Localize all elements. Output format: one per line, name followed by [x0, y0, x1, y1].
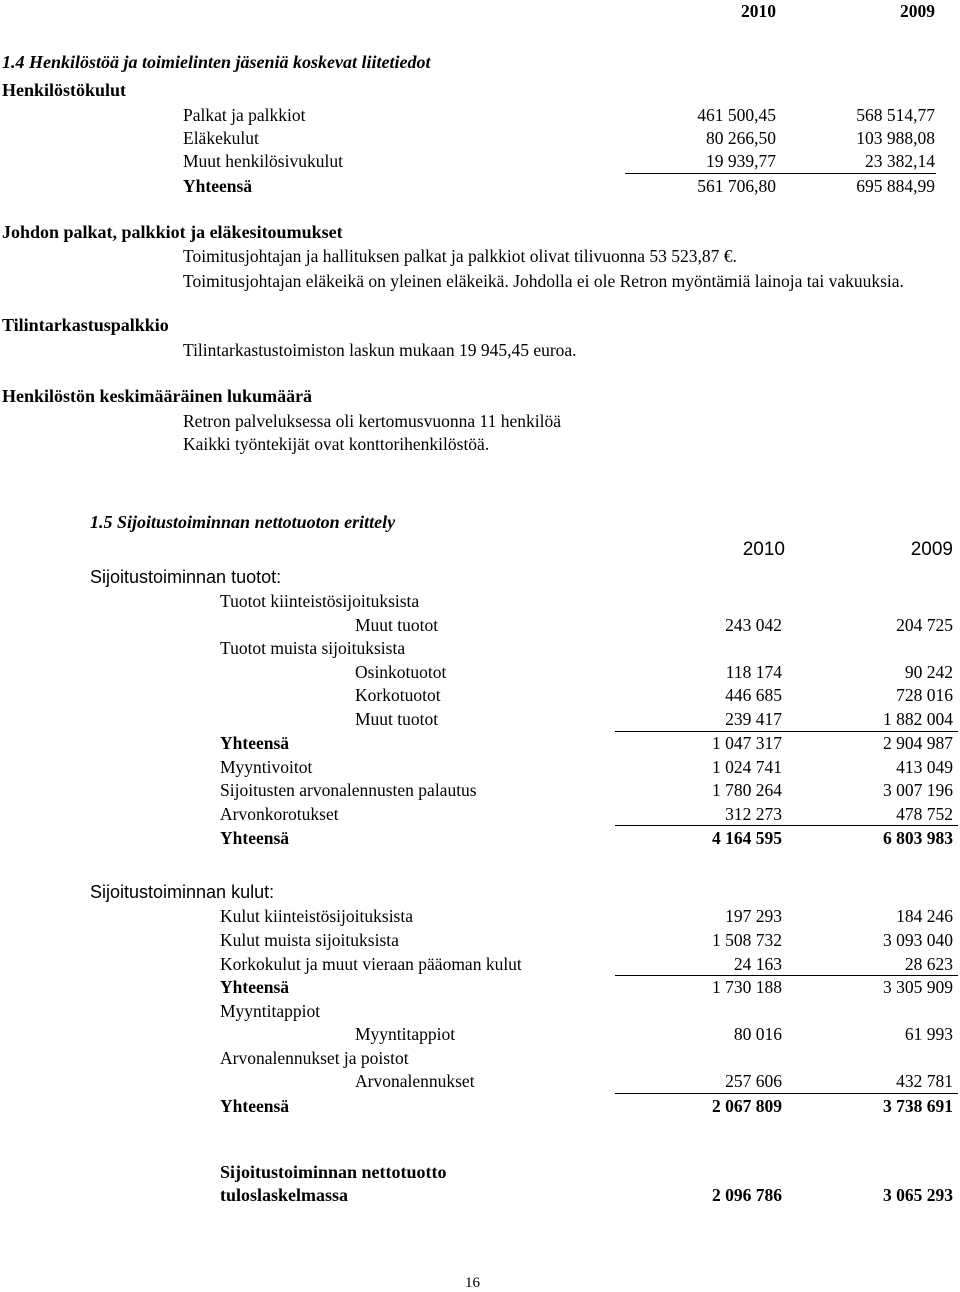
value-2010: 243 042 — [725, 615, 782, 635]
row-label: Muut tuotot — [355, 709, 439, 729]
subtotal-label: Yhteensä — [220, 977, 290, 997]
subtotal-value-2010: 1 047 317 — [712, 733, 782, 753]
value-2010: 1 780 264 — [712, 780, 782, 800]
net-income-label-row — [0, 1161, 960, 1183]
paragraph-text: Toimitusjohtajan ja hallituksen palkat ja palkkiot olivat tilivuonna 53 523,87 €. — [183, 246, 737, 266]
paragraph-text: Retron palveluksessa oli kertomusvuonna 11 henkilöä — [183, 411, 561, 431]
total-label: Yhteensä — [220, 1096, 290, 1116]
group-label: Arvonalennukset ja poistot — [220, 1048, 409, 1068]
row-label: Muut henkilösivukulut — [183, 151, 343, 171]
value-2010: 461 500,45 — [697, 105, 776, 125]
value-2009: 23 382,14 — [865, 151, 935, 171]
note-1-5-title: 1.5 Sijoitustoiminnan nettotuoton erittely — [90, 512, 396, 532]
value-2009: 103 988,08 — [856, 128, 935, 148]
page-footer — [0, 1274, 960, 1292]
note-1-4-title: 1.4 Henkilöstöä ja toimielinten jäseniä koskevat liitetiedot — [2, 52, 431, 72]
subtotal-value-2010: 1 730 188 — [712, 977, 782, 997]
value-2010: 80 266,50 — [706, 128, 776, 148]
row-label: Korkotuotot — [355, 685, 441, 705]
row-label: Kulut muista sijoituksista — [220, 930, 399, 950]
net-income-value-2009: 3 065 293 — [883, 1185, 953, 1205]
value-2009: 3 093 040 — [883, 930, 953, 950]
value-2010: 24 163 — [733, 954, 782, 974]
table-row — [0, 1070, 960, 1092]
row-label: Sijoitusten arvonalennusten palautus — [220, 780, 477, 800]
net-income-label-line2: tuloslaskelmassa — [220, 1185, 349, 1205]
table-row — [0, 1023, 960, 1045]
total-value-2009: 6 803 983 — [883, 828, 953, 848]
total-value-2010: 2 067 809 — [712, 1096, 782, 1116]
subtotal-row — [0, 732, 960, 754]
text-line — [0, 433, 960, 455]
group-label: Tuotot kiinteistösijoituksista — [220, 591, 420, 611]
row-label: Arvonkorotukset — [220, 804, 339, 824]
value-2009: 432 781 — [896, 1071, 953, 1091]
average-headcount-heading: Henkilöstön keskimääräinen lukumäärä — [2, 386, 313, 406]
column-header-2009: 2009 — [900, 1, 935, 21]
value-2010: 1 024 741 — [712, 757, 782, 777]
value-2009: 3 007 196 — [883, 780, 953, 800]
investment-expenses-heading: Sijoitustoiminnan kulut: — [90, 882, 275, 902]
table-row — [0, 803, 960, 825]
value-2010: 19 939,77 — [706, 151, 776, 171]
value-2009: 204 725 — [896, 615, 953, 635]
column-header-row — [0, 539, 960, 561]
value-2009: 61 993 — [904, 1024, 953, 1044]
table-row — [0, 779, 960, 801]
section-heading-row — [0, 385, 960, 407]
value-2009: 568 514,77 — [856, 105, 935, 125]
audit-fee-heading: Tilintarkastuspalkkio — [2, 315, 169, 335]
paragraph-text: Toimitusjohtajan eläkeikä on yleinen eläkeikä. Johdolla ei ole Retron myöntämiä lainoja tai vakuuksia. — [183, 271, 904, 291]
management-remuneration-heading: Johdon palkat, palkkiot ja eläkesitoumukset — [2, 222, 343, 242]
total-value-2009: 695 884,99 — [856, 176, 935, 196]
section-heading-row — [0, 221, 960, 243]
subtotal-value-2009: 2 904 987 — [883, 733, 953, 753]
total-row — [0, 1095, 960, 1117]
value-2009: 1 882 004 — [883, 709, 953, 729]
table-row — [0, 127, 960, 149]
group-label: Tuotot muista sijoituksista — [220, 638, 406, 658]
row-label: Osinkotuotot — [355, 662, 447, 682]
note-1-5-title-row — [0, 511, 960, 533]
table-row — [0, 684, 960, 706]
row-label: Muut tuotot — [355, 615, 439, 635]
group-heading-row — [0, 590, 960, 612]
subtotal-row — [0, 976, 960, 998]
sum-underline — [625, 173, 936, 174]
section-heading-row — [0, 79, 960, 101]
row-label: Kulut kiinteistösijoituksista — [220, 906, 413, 926]
sum-underline — [615, 825, 958, 826]
total-label: Yhteensä — [183, 176, 253, 196]
paragraph-text: Kaikki työntekijät ovat konttorihenkilöstöä. — [183, 434, 490, 454]
value-2010: 118 174 — [725, 662, 782, 682]
section-heading-row — [0, 881, 960, 903]
net-income-value-2010: 2 096 786 — [712, 1185, 782, 1205]
page-number: 16 — [465, 1275, 480, 1291]
row-label: Korkokulut ja muut vieraan pääoman kulut — [220, 954, 522, 974]
column-header-2009: 2009 — [910, 539, 953, 560]
table-row — [0, 929, 960, 951]
value-2009: 478 752 — [896, 804, 953, 824]
column-header-row — [0, 0, 960, 22]
paragraph-text: Tilintarkastustoimiston laskun mukaan 19 945,45 euroa. — [183, 340, 577, 360]
table-row — [0, 953, 960, 975]
table-row — [0, 661, 960, 683]
value-2010: 257 606 — [725, 1071, 782, 1091]
value-2010: 446 685 — [725, 685, 782, 705]
text-line — [0, 410, 960, 432]
group-label: Myyntitappiot — [220, 1001, 321, 1021]
section-heading-row — [0, 314, 960, 336]
total-label: Yhteensä — [220, 828, 290, 848]
value-2010: 239 417 — [725, 709, 782, 729]
table-row — [0, 104, 960, 126]
value-2009: 728 016 — [896, 685, 953, 705]
value-2009: 28 623 — [904, 954, 953, 974]
row-label: Myyntitappiot — [355, 1024, 456, 1044]
group-heading-row — [0, 1000, 960, 1022]
group-heading-row — [0, 637, 960, 659]
row-label: Eläkekulut — [183, 128, 259, 148]
section-heading-row — [0, 566, 960, 588]
subtotal-value-2009: 3 305 909 — [883, 977, 953, 997]
value-2010: 80 016 — [733, 1024, 782, 1044]
text-line — [0, 339, 960, 361]
total-value-2009: 3 738 691 — [883, 1096, 953, 1116]
value-2010: 312 273 — [725, 804, 782, 824]
value-2009: 184 246 — [896, 906, 953, 926]
group-heading-row — [0, 1047, 960, 1069]
row-label: Myyntivoitot — [220, 757, 313, 777]
investment-income-heading: Sijoitustoiminnan tuotot: — [90, 567, 282, 587]
total-row — [0, 175, 960, 197]
text-line — [0, 245, 960, 267]
net-income-label-line1: Sijoitustoiminnan nettotuotto — [220, 1162, 447, 1182]
personnel-costs-heading: Henkilöstökulut — [2, 80, 127, 100]
table-row — [0, 708, 960, 730]
total-value-2010: 561 706,80 — [697, 176, 776, 196]
table-row — [0, 756, 960, 778]
value-2009: 90 242 — [904, 662, 953, 682]
net-income-row — [0, 1184, 960, 1206]
total-row — [0, 827, 960, 849]
row-label: Palkat ja palkkiot — [183, 105, 306, 125]
text-line — [0, 270, 960, 292]
column-header-2010: 2010 — [741, 1, 776, 21]
table-row — [0, 150, 960, 172]
table-row — [0, 905, 960, 927]
total-value-2010: 4 164 595 — [712, 828, 782, 848]
value-2009: 413 049 — [896, 757, 953, 777]
note-1-4-title-row — [0, 51, 960, 73]
value-2010: 1 508 732 — [712, 930, 782, 950]
column-header-2010: 2010 — [742, 539, 785, 560]
value-2010: 197 293 — [725, 906, 782, 926]
subtotal-label: Yhteensä — [220, 733, 290, 753]
table-row — [0, 614, 960, 636]
sum-underline — [615, 1093, 958, 1094]
row-label: Arvonalennukset — [355, 1071, 475, 1091]
